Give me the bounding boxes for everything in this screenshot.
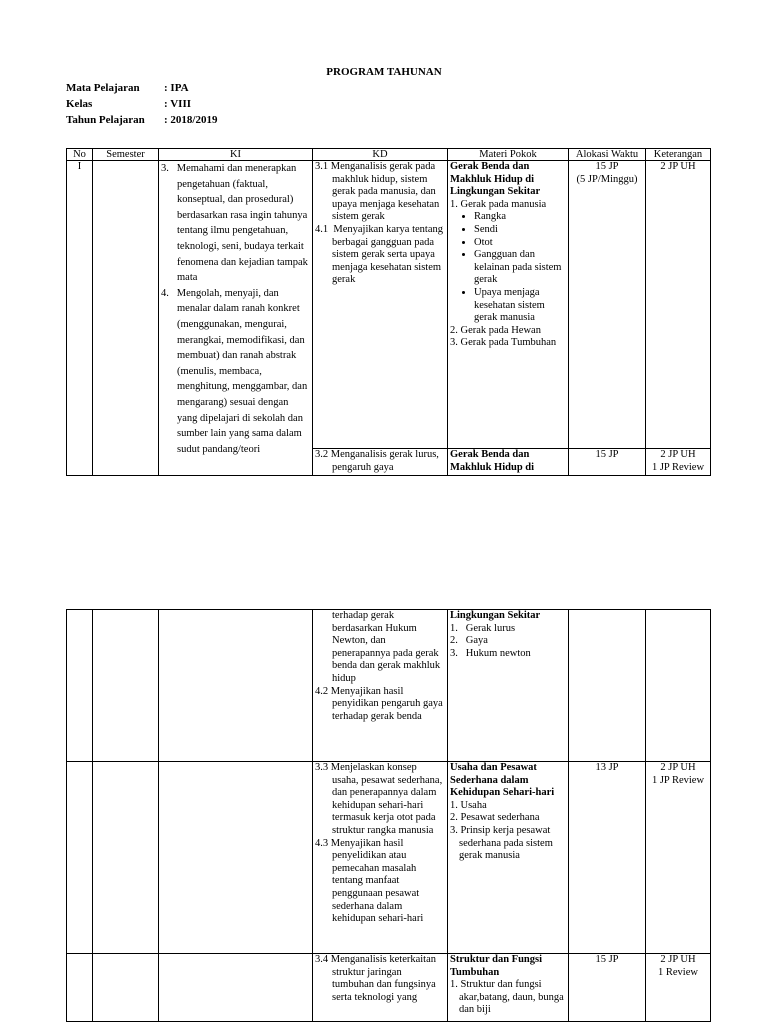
cell-kd: 3.4 Menganalisis keterkaitan struktur jaringan tumbuhan dan fungsinya serta teknologi yang [313, 954, 448, 1022]
cell-keterangan: 2 JP UH [646, 161, 711, 449]
list-item: • Rangka [474, 211, 566, 224]
table-row [67, 762, 711, 954]
kd-item: 3.3 Menjelaskan konsep usaha, pesawat sederhana, dan penerapannya dalam kehidupan sehari-hari termasuk kerja otot pada struktur rangka manusia [315, 762, 443, 836]
cell-no [67, 762, 93, 954]
cell-ki [159, 954, 313, 1022]
kd-item: 3.1 Menganalisis gerak pada makhluk hidup, sistem gerak pada manusia, dan upaya menjaga kesehatan sistem gerak [315, 161, 440, 223]
cell-semester [93, 161, 159, 476]
cell-keterangan: 2 JP UH 1 JP Review [646, 762, 711, 954]
cell-materi [448, 762, 569, 954]
ki-item-3: 3. Memahami dan menerapkan pengetahuan (faktual, konseptual, dan prosedural) berdasarkan rasa ingin tahunya tentang ilmu pengetahuan, teknologi, seni, budaya terkait fenomena dan kejadian tampak mata [161, 163, 308, 284]
cell-kd [313, 610, 448, 762]
meta-block [66, 80, 217, 128]
header-keterangan: Keterangan [646, 149, 711, 161]
cell-alokasi: 15 JP [569, 954, 646, 1022]
table-row [67, 610, 711, 762]
meta-row-subject: Mata Pelajaran : IPA [66, 82, 189, 94]
materi-title: Usaha dan Pesawat Sederhana dalam Kehidupan Sehari-hari [450, 762, 555, 799]
cell-kd [313, 762, 448, 954]
cell-kd [313, 161, 448, 449]
meta-row-class: Kelas : VIII [66, 98, 192, 110]
list-item: • Gangguan dan kelainan pada sistem gerak [474, 249, 566, 287]
materi-item: 1. Usaha [450, 799, 487, 811]
cell-semester [93, 610, 159, 762]
cell-materi: Gerak Benda dan Makhluk Hidup di [448, 449, 569, 476]
kd-item: terhadap gerak berdasarkan Hukum Newton, dan penerapannya pada gerak benda dan gerak makhluk hidup [332, 610, 441, 684]
cell-semester [93, 954, 159, 1022]
header-alokasi: Alokasi Waktu [569, 149, 646, 161]
table-row [67, 954, 711, 1022]
kd-item: 4.1 Menyajikan karya tentang berbagai gangguan pada sistem gerak serta upaya menjaga kesehatan sistem gerak [315, 223, 443, 286]
materi-title: Struktur dan Fungsi Tumbuhan [450, 954, 543, 978]
materi-item: 2. Gerak pada Hewan [450, 324, 541, 336]
table-header-row [67, 149, 711, 161]
header-no: No [67, 149, 93, 161]
program-table-page-2 [66, 609, 711, 1022]
cell-alokasi: 15 JP [569, 449, 646, 476]
cell-keterangan: 2 JP UH 1 JP Review [646, 449, 711, 476]
materi-item: 3. Gerak pada Tumbuhan [450, 337, 557, 349]
cell-materi [448, 610, 569, 762]
meta-row-year: Tahun Pelajaran : 2018/2019 [66, 114, 218, 126]
cell-keterangan: 2 JP UH 1 Review [646, 954, 711, 1022]
cell-ki [159, 161, 313, 476]
header-kd: KD [313, 149, 448, 161]
kd-item: 4.3 Menyajikan hasil penyelidikan atau pemecahan masalah tentang manfaat penggunaan pesawat sederhana dalam kehidupan sehari-hari [315, 837, 424, 925]
list-item: • Sendi [474, 224, 566, 237]
cell-materi [448, 161, 569, 449]
cell-alokasi: 15 JP (5 JP/Minggu) [569, 161, 646, 449]
materi-title: Gerak Benda dan Makhluk Hidup di Lingkungan Sekitar [450, 161, 541, 198]
list-item: • Otot [474, 237, 566, 250]
materi-item: 1. Gerak pada manusia [450, 198, 547, 210]
page-title: PROGRAM TAHUNAN [326, 66, 442, 78]
cell-no [67, 954, 93, 1022]
kd-item: 4.2 Menyajikan hasil penyidikan pengaruh gaya terhadap gerak benda [315, 685, 443, 722]
materi-bullet-list [450, 211, 566, 324]
cell-no [67, 610, 93, 762]
cell-alokasi: 13 JP [569, 762, 646, 954]
materi-item: 2. Gaya [450, 635, 488, 647]
cell-materi [448, 954, 569, 1022]
cell-alokasi [569, 610, 646, 762]
header-ki: KI [159, 149, 313, 161]
header-semester: Semester [93, 149, 159, 161]
materi-item: 3. Hukum newton [450, 647, 531, 659]
program-table-page-1 [66, 148, 711, 476]
cell-keterangan [646, 610, 711, 762]
cell-kd: 3.2 Menganalisis gerak lurus, pengaruh gaya [313, 449, 448, 476]
table-row [67, 161, 711, 449]
materi-item: 1. Struktur dan fungsi akar,batang, daun, bunga dan biji [450, 979, 564, 1016]
cell-ki [159, 610, 313, 762]
materi-title: Lingkungan Sekitar [450, 610, 541, 621]
materi-item: 3. Prinsip kerja pesawat sederhana pada sistem gerak manusia [450, 824, 553, 862]
materi-item: 2. Pesawat sederhana [450, 812, 540, 824]
materi-item: 1. Gerak lurus [450, 622, 516, 634]
list-item: • Upaya menjaga kesehatan sistem gerak manusia [474, 287, 566, 325]
cell-ki [159, 762, 313, 954]
header-materi: Materi Pokok [448, 149, 569, 161]
ki-item-4: 4. Mengolah, menyaji, dan menalar dalam ranah konkret (menggunakan, mengurai, merangkai, memodifikasi, dan membuat) dan ranah abstrak (menulis, membaca, menghitung, menggambar, dan mengarang) sesuai dengan yang dipelajari di sekolah dan sumber lain yang sama dalam sudut pandang/teori [161, 287, 308, 455]
cell-semester [93, 762, 159, 954]
cell-no: I [67, 161, 93, 476]
